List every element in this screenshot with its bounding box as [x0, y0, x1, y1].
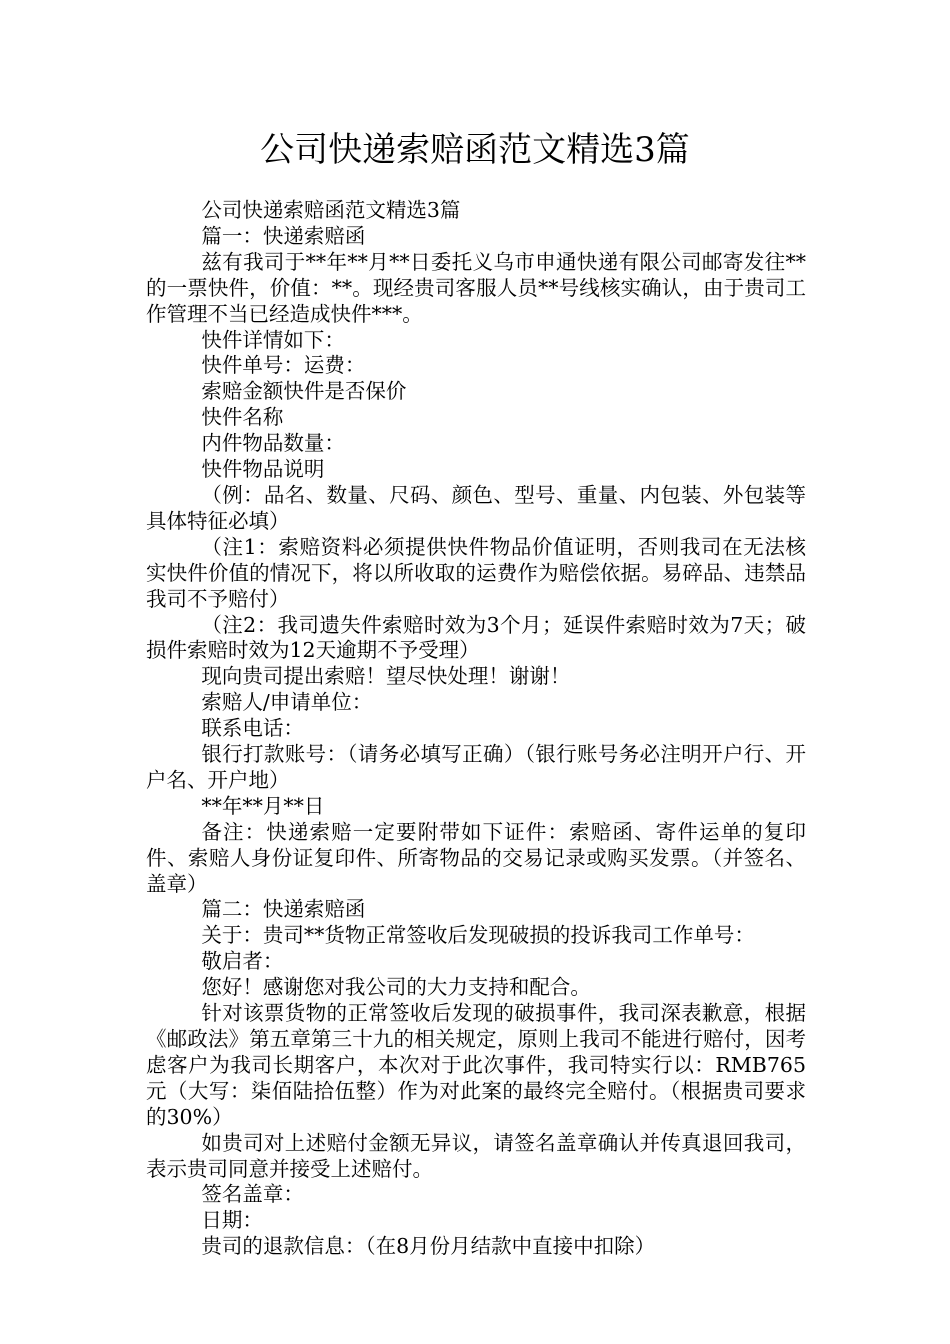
- paragraph: 针对该票货物的正常签收后发现的破损事件，我司深表歉意，根据《邮政法》第五章第三十九的相关规定，原则上我司不能进行赔付，因考虑客户为我司长期客户，本次对于此次事件，我司特实行以：RMB765元（大写：柒佰陆拾伍整）作为对此案的最终完全赔付。（根据贵司要求的30%）: [146, 1001, 806, 1129]
- form-line: 索赔金额快件是否保价: [201, 379, 407, 404]
- form-line: 快件单号：运费：: [201, 353, 366, 378]
- form-line: 银行打款账号：（请务必填写正确）（银行账号务必注明开户行、开户名、开户地）: [146, 742, 806, 792]
- paragraph: 现向贵司提出索赔！望尽快处理！谢谢！: [201, 664, 571, 689]
- section-heading: 篇一：快递索赔函: [201, 223, 366, 248]
- paragraph: 您好！感谢您对我公司的大力支持和配合。: [201, 975, 591, 1000]
- form-line: 快件名称: [201, 405, 284, 430]
- date-line: **年**月**日: [201, 793, 325, 818]
- section-heading: 篇二：快递索赔函: [201, 897, 366, 922]
- paragraph: 快件详情如下：: [201, 327, 345, 352]
- paragraph: 公司快递索赔函范文精选3篇: [201, 198, 461, 222]
- note-paragraph: （例：品名、数量、尺码、颜色、型号、重量、内包装、外包装等具体特征必填）: [146, 482, 806, 533]
- form-line: 签名盖章：: [201, 1182, 304, 1207]
- paragraph: 兹有我司于**年**月**日委托义乌市申通快递有限公司邮寄发往**的一票快件，价值：**。现经贵司客服人员**号线核实确认，由于贵司工作管理不当已经造成快件***。: [146, 249, 806, 326]
- paragraph: 如贵司对上述赔付金额无异议，请签名盖章确认并传真退回我司，表示贵司同意并接受上述赔付。: [146, 1130, 806, 1181]
- form-line: 快件物品说明: [201, 457, 325, 482]
- document-body: [146, 198, 806, 1260]
- paragraph: 关于：贵司**货物正常签收后发现破损的投诉我司工作单号：: [201, 923, 755, 948]
- form-line: 联系电话：: [201, 716, 304, 741]
- form-line: 索赔人/申请单位：: [201, 690, 373, 715]
- note-paragraph: （注1：索赔资料必须提供快件物品价值证明，否则我司在无法核实快件价值的情况下，将以所收取的运费作为赔偿依据。易碎品、违禁品我司不予赔付）: [146, 534, 806, 611]
- document-title: 公司快递索赔函范文精选3篇: [260, 130, 690, 170]
- form-line: 日期：: [201, 1208, 263, 1233]
- paragraph: 贵司的退款信息：（在8月份月结款中直接中扣除）: [201, 1234, 656, 1259]
- salutation: 敬启者：: [201, 949, 284, 974]
- remark-paragraph: 备注：快递索赔一定要附带如下证件：索赔函、寄件运单的复印件、索赔人身份证复印件、所寄物品的交易记录或购买发票。（并签名、盖章）: [146, 819, 806, 896]
- note-paragraph: （注2：我司遗失件索赔时效为3个月；延误件索赔时效为7天；破损件索赔时效为12天逾期不予受理）: [146, 612, 806, 663]
- form-line: 内件物品数量：: [201, 431, 345, 456]
